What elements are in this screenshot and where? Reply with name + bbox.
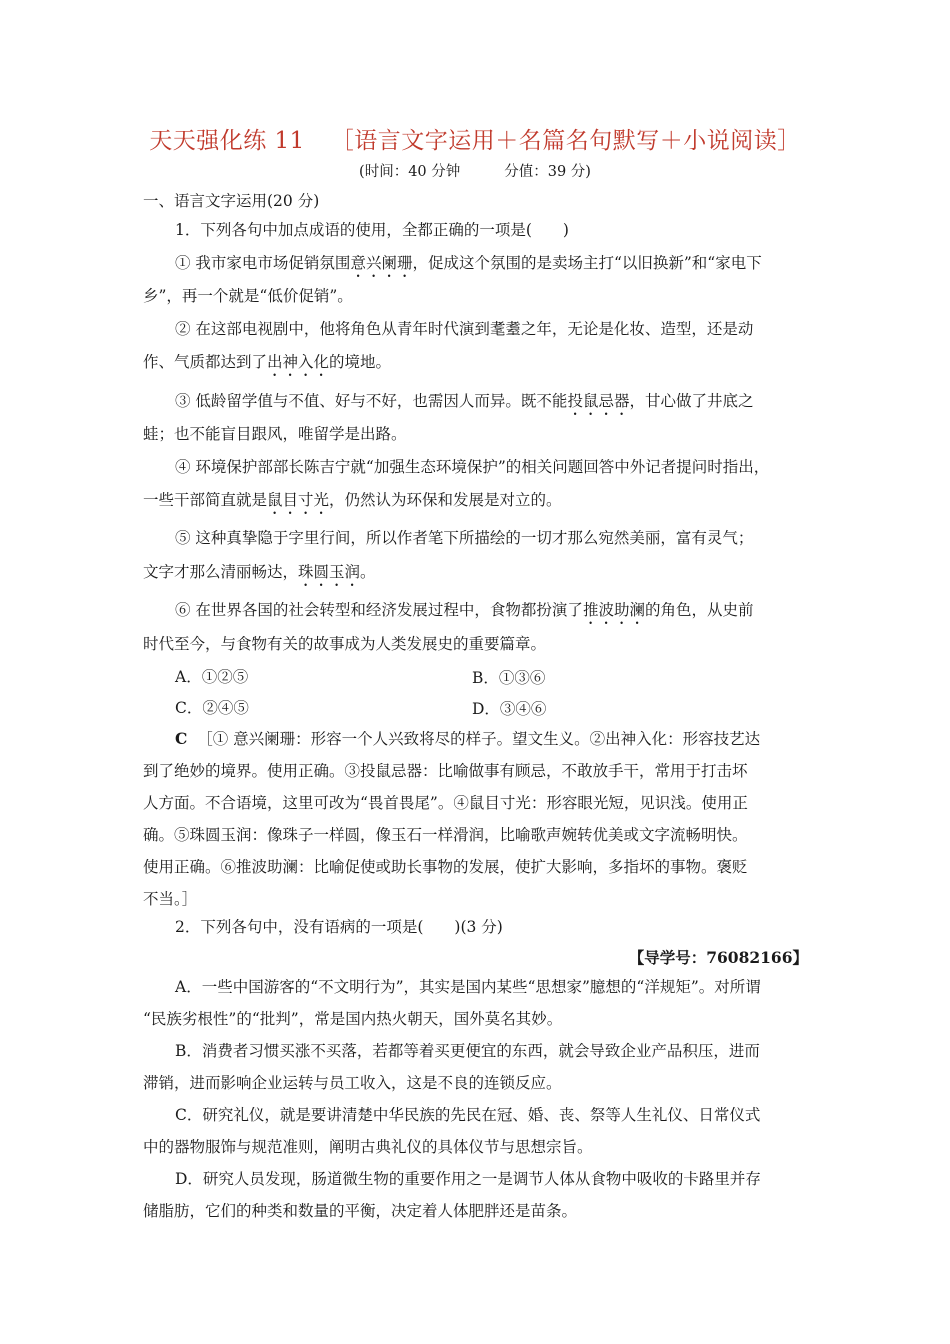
dotted-idiom: 意兴阑珊: [350, 254, 413, 272]
question-1-stem: 1．下列各句中加点成语的使用，全都正确的一项是( ): [175, 221, 569, 239]
sentence-text: 的角色，从史前: [644, 601, 754, 619]
answer-letter: C: [175, 729, 188, 748]
q2-option-c-cont: 中的器物服饰与规范准则，阐明古典礼仪的具体仪节与思想宗旨。: [143, 1138, 593, 1156]
title-topic: ［语言文字运用＋名篇名句默写＋小说阅读］: [330, 128, 801, 154]
sentence-text: ① 我市家电市场促销氛围: [175, 254, 351, 272]
q1-sentence-1: [175, 252, 762, 281]
question-2-stem: 2．下列各句中，没有语病的一项是( )(3 分): [175, 918, 503, 936]
sentence-text: ，甘心做了井底之: [629, 392, 754, 410]
option-b: B．①③⑥: [472, 669, 546, 687]
dotted-idiom: 珠圆玉润: [298, 563, 361, 581]
q1-sentence-6-cont: 时代至今，与食物有关的故事成为人类发展史的重要篇章。: [143, 635, 547, 653]
q2-option-d-cont: 储脂肪，它们的种类和数量的平衡，决定着人体肥胖还是苗条。: [143, 1202, 578, 1220]
sentence-text: 。: [360, 563, 376, 581]
section-heading: 一、语言文字运用(20 分): [143, 192, 320, 210]
q1-sentence-5-cont: [143, 561, 376, 590]
q2-option-c: C．研究礼仪，就是要讲清楚中华民族的先民在冠、婚、丧、祭等人生礼仪、日常仪式: [175, 1106, 761, 1124]
option-d: D．③④⑥: [472, 700, 547, 718]
sentence-text: 文字才那么清丽畅达，: [143, 563, 299, 581]
q1-sentence-1-cont: 乡”，再一个就是“低价促销”。: [143, 287, 353, 305]
sentence-text: ，仍然认为环保和发展是对立的。: [329, 491, 562, 509]
option-a: A．①②⑤: [175, 668, 249, 686]
time-limit: (时间：40 分钟: [359, 164, 461, 180]
explanation-line: 不当。］: [143, 890, 198, 908]
sentence-text: ，促成这个氛围的是卖场主打“以旧换新”和“家电下: [412, 254, 762, 272]
dotted-idiom: 鼠目寸光: [267, 491, 330, 509]
q2-option-a-cont: “民族劣根性”的“批判”，常是国内热火朝天，国外莫名其妙。: [143, 1010, 563, 1028]
q1-sentence-4-cont: [143, 489, 562, 518]
q1-sentence-2-cont: [143, 351, 391, 380]
q1-sentence-2: ② 在这部电视剧中，他将角色从青年时代演到耄耋之年，无论是化妆、造型，还是动: [175, 320, 754, 338]
sentence-text: 的境地。: [329, 353, 392, 371]
q1-sentence-4: ④ 环境保护部部长陈吉宁就“加强生态环境保护”的相关问题回答中外记者提问时指出，: [175, 458, 770, 476]
sentence-text: 一些干部简直就是: [143, 491, 268, 509]
explanation-line: 人方面。不合语境，这里可改为“畏首畏尾”。④鼠目寸光：形容眼光短，见识浅。使用正: [143, 794, 748, 812]
explanation-line: 使用正确。⑥推波助澜：比喻促使或助长事物的发展，使扩大影响，多指坏的事物。褒贬: [143, 858, 748, 876]
q1-sentence-3: [175, 390, 753, 419]
total-score: 分值：39 分): [504, 164, 591, 180]
dotted-idiom: 投鼠忌器: [567, 392, 630, 410]
sentence-text: 作、气质都达到了: [143, 353, 268, 371]
title-main: 天天强化练 11: [149, 128, 305, 154]
dotted-idiom: 推波助澜: [582, 601, 645, 619]
q1-sentence-5: ⑤ 这种真挚隐于字里行间，所以作者笔下所描绘的一切才那么宛然美丽，富有灵气；: [175, 529, 754, 547]
dotted-idiom: 出神入化: [267, 353, 330, 371]
q2-option-a: A．一些中国游客的“不文明行为”，其实是国内某些“思想家”臆想的“洋规矩”。对所谓: [175, 978, 761, 996]
q2-option-b-cont: 滞销，进而影响企业运转与员工收入，这是不良的连锁反应。: [143, 1074, 562, 1092]
q2-option-d: D．研究人员发现，肠道微生物的重要作用之一是调节人体从食物中吸收的卡路里并存: [175, 1170, 761, 1188]
option-c: C．②④⑤: [175, 699, 249, 717]
explanation-line: 到了绝妙的境界。使用正确。③投鼠忌器：比喻做事有顾忌，不敢放手干，常用于打击坏: [143, 762, 748, 780]
explanation-text: ［① 意兴阑珊：形容一个人兴致将尽的样子。望文生义。②出神入化：形容技艺达: [197, 730, 761, 748]
explanation-line: 确。⑤珠圆玉润：像珠子一样圆，像玉石一样滑润，比喻歌声婉转优美或文字流畅明快。: [143, 826, 748, 844]
q1-sentence-3-cont: 蛙；也不能盲目跟风，唯留学是出路。: [143, 425, 407, 443]
answer-explanation: [175, 728, 760, 750]
page-title: [0, 122, 950, 155]
sentence-text: ⑥ 在世界各国的社会转型和经济发展过程中，食物都扮演了: [175, 601, 583, 619]
q2-option-b: B．消费者习惯买涨不买落，若都等着买更便宜的东西，就会导致企业产品积压，进而: [175, 1042, 760, 1060]
q1-sentence-6: [175, 599, 753, 628]
guide-number: 【导学号：76082166】: [628, 948, 808, 967]
sentence-text: ③ 低龄留学值与不值、好与不好，也需因人而异。既不能: [175, 392, 568, 410]
time-score-info: [0, 160, 950, 181]
